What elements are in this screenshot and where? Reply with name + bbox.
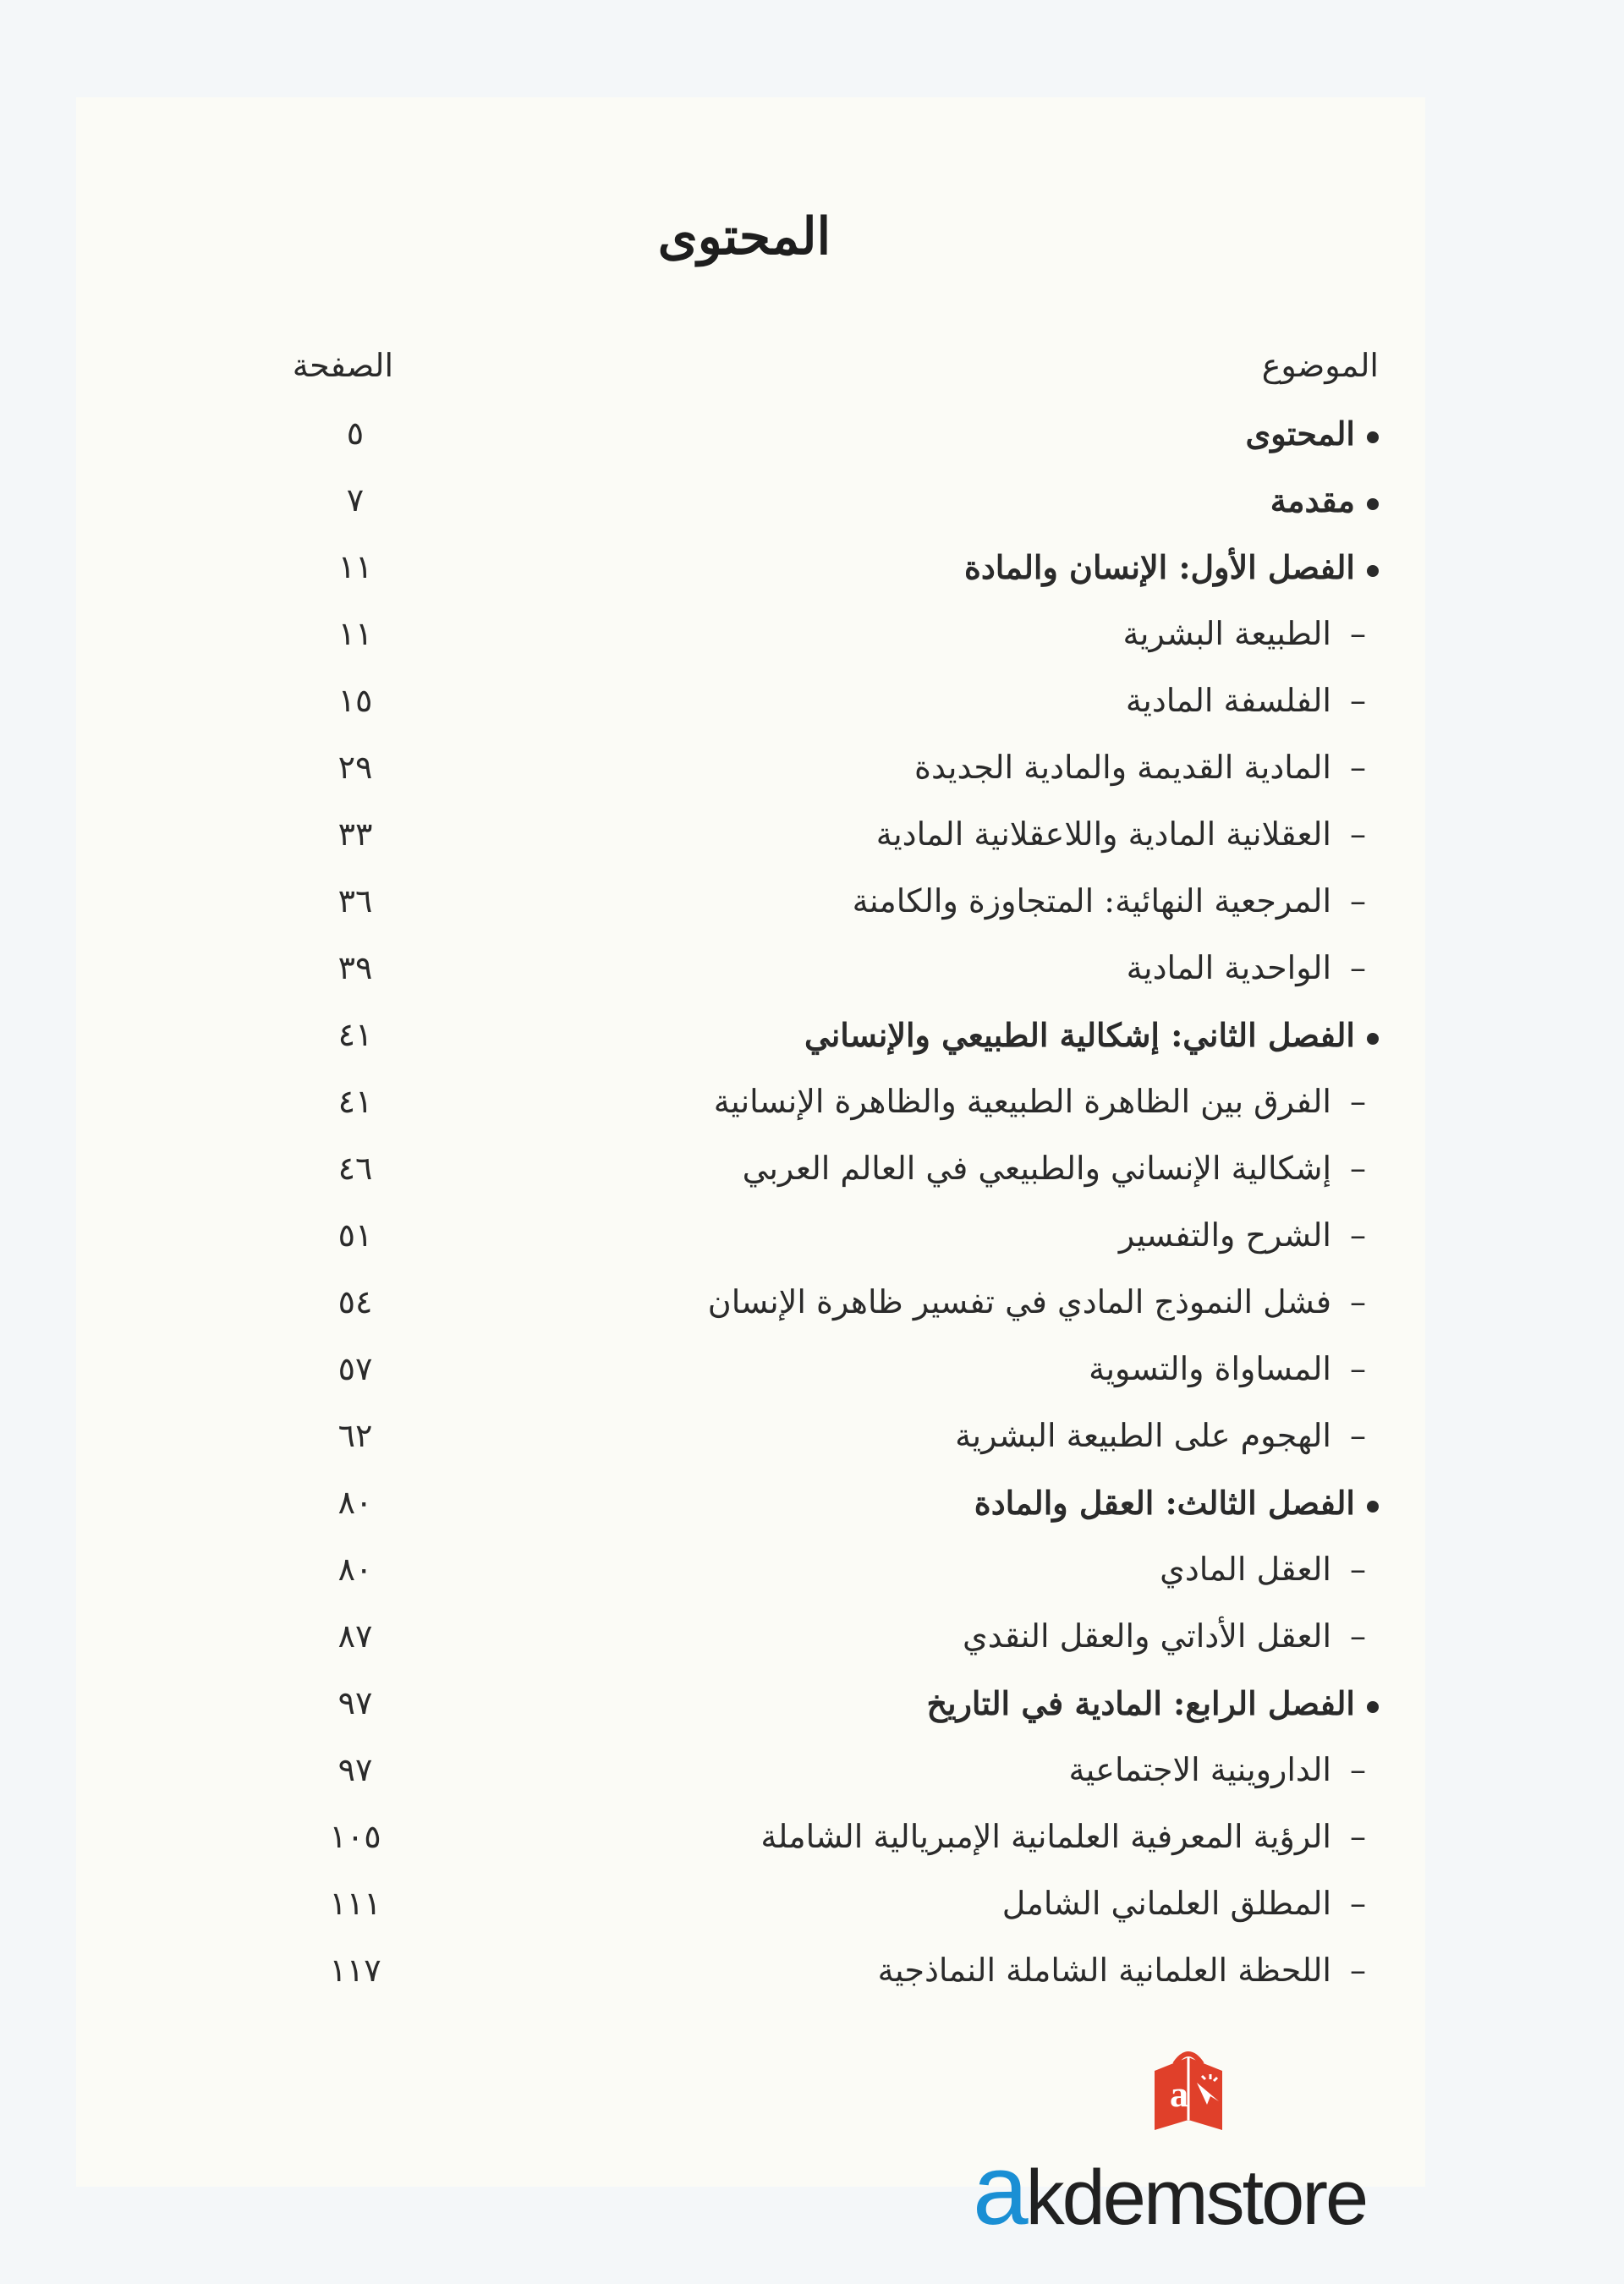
- dash-icon: –: [1350, 749, 1366, 786]
- toc-subsection-row: [0, 1551, 1624, 1617]
- toc-entry-text: الرؤية المعرفية العلمانية الإمبريالية الشاملة: [760, 1818, 1331, 1855]
- dash-icon: –: [1350, 949, 1366, 986]
- dash-icon: –: [1350, 1885, 1366, 1922]
- store-logo: [973, 2039, 1413, 2246]
- toc-chapter-row: [0, 548, 1624, 615]
- toc-page-number: ٧: [346, 481, 365, 519]
- toc-subsection-row: [0, 1083, 1624, 1150]
- toc-page-number: ١١١: [329, 1885, 381, 1922]
- dash-icon: –: [1350, 1083, 1366, 1120]
- toc-subsection-row: [0, 1417, 1624, 1484]
- toc-entry-label: [1127, 949, 1366, 986]
- dash-icon: –: [1350, 682, 1366, 719]
- toc-entry-text: مقدمة: [1270, 481, 1355, 519]
- dash-icon: –: [1350, 1350, 1366, 1387]
- toc-subsection-row: [0, 1818, 1624, 1885]
- table-of-contents: [0, 415, 1624, 2018]
- store-logo-wordmark: akdemstore: [973, 2134, 1367, 2246]
- dash-icon: –: [1350, 1617, 1366, 1655]
- toc-entry-label: [963, 1617, 1366, 1655]
- toc-page-number: ٥٧: [337, 1350, 373, 1387]
- toc-entry-text: الشرح والتفسير: [1118, 1216, 1331, 1254]
- toc-entry-text: المساواة والتسوية: [1089, 1350, 1331, 1387]
- page-column-header: الصفحة: [292, 347, 393, 384]
- toc-entry-label: [853, 882, 1366, 920]
- toc-subsection-row: [0, 1283, 1624, 1350]
- book-cart-icon: [1138, 2039, 1239, 2140]
- toc-subsection-row: [0, 1216, 1624, 1283]
- dash-icon: –: [1350, 1551, 1366, 1588]
- toc-entry-text: العقل المادي: [1160, 1551, 1331, 1588]
- toc-subsection-row: [0, 615, 1624, 682]
- toc-entry-label: [714, 1083, 1366, 1120]
- toc-entry-text: الفلسفة المادية: [1125, 682, 1331, 719]
- toc-entry-text: الداروينية الاجتماعية: [1068, 1751, 1331, 1788]
- toc-page-number: ٤١: [337, 1083, 373, 1120]
- toc-entry-text: الفصل الثالث: العقل والمادة: [974, 1484, 1355, 1522]
- toc-entry-label: [1119, 1216, 1366, 1254]
- toc-page-number: ١١: [337, 615, 373, 652]
- bullet-icon: [1367, 431, 1379, 443]
- toc-page-number: ٨٠: [337, 1551, 373, 1588]
- toc-entry-text: الفصل الرابع: المادية في التاريخ: [926, 1684, 1355, 1722]
- toc-entry-label: [743, 1150, 1366, 1187]
- toc-entry-label: [974, 1484, 1379, 1522]
- toc-chapter-row: [0, 1484, 1624, 1551]
- toc-entry-label: [760, 1818, 1366, 1855]
- svg-text:a: a: [1170, 2073, 1188, 2115]
- dash-icon: –: [1350, 1417, 1366, 1454]
- toc-entry-label: [708, 1283, 1366, 1320]
- toc-page-number: ١١٧: [329, 1952, 381, 1989]
- toc-chapter-row: [0, 1016, 1624, 1083]
- toc-subsection-row: [0, 682, 1624, 749]
- toc-page-number: ١٠٥: [329, 1818, 381, 1855]
- toc-subsection-row: [0, 815, 1624, 882]
- dash-icon: –: [1350, 1216, 1366, 1254]
- toc-entry-text: الطبيعة البشرية: [1122, 615, 1331, 652]
- page-title: المحتوى: [657, 207, 831, 266]
- toc-subsection-row: [0, 1952, 1624, 2018]
- bullet-icon: [1367, 565, 1379, 577]
- toc-entry-text: الفصل الثاني: إشكالية الطبيعي والإنساني: [804, 1016, 1355, 1054]
- toc-entry-label: [878, 1952, 1366, 1989]
- bullet-icon: [1367, 498, 1379, 510]
- toc-entry-text: المادية القديمة والمادية الجديدة: [914, 749, 1331, 786]
- toc-subsection-row: [0, 949, 1624, 1016]
- toc-entry-text: الفصل الأول: الإنسان والمادة: [963, 548, 1355, 586]
- topic-column-header: الموضوع: [1261, 347, 1379, 384]
- toc-entry-label: [914, 749, 1366, 786]
- toc-entry-text: الهجوم على الطبيعة البشرية: [955, 1417, 1331, 1454]
- toc-chapter-row: [0, 481, 1624, 548]
- toc-page-number: ٦٢: [337, 1417, 373, 1454]
- toc-subsection-row: [0, 1150, 1624, 1216]
- toc-entry-text: المطلق العلماني الشامل: [1001, 1885, 1331, 1922]
- toc-page-number: ٩٧: [337, 1751, 373, 1788]
- toc-page-number: ٣٩: [337, 949, 373, 986]
- toc-chapter-row: [0, 1684, 1624, 1751]
- toc-entry-text: العقلانية المادية واللاعقلانية المادية: [875, 815, 1331, 853]
- toc-page-number: ٣٣: [337, 815, 373, 853]
- toc-page-number: ٨٧: [337, 1617, 373, 1655]
- toc-subsection-row: [0, 1617, 1624, 1684]
- dash-icon: –: [1350, 1818, 1366, 1855]
- bullet-icon: [1367, 1033, 1379, 1045]
- dash-icon: –: [1350, 815, 1366, 853]
- toc-entry-text: إشكالية الإنساني والطبيعي في العالم العربي: [742, 1150, 1331, 1187]
- toc-entry-label: [876, 815, 1366, 853]
- toc-entry-text: المحتوى: [1245, 415, 1355, 453]
- toc-page-number: ١٥: [337, 682, 373, 719]
- toc-subsection-row: [0, 882, 1624, 949]
- toc-entry-text: الواحدية المادية: [1126, 949, 1331, 986]
- toc-chapter-row: [0, 415, 1624, 481]
- toc-page-number: ٥١: [337, 1216, 373, 1254]
- toc-subsection-row: [0, 1885, 1624, 1952]
- toc-entry-text: الفرق بين الظاهرة الطبيعية والظاهرة الإنسانية: [713, 1083, 1331, 1120]
- toc-entry-label: [1160, 1551, 1366, 1588]
- toc-page-number: ٤١: [337, 1016, 373, 1053]
- toc-entry-text: اللحظة العلمانية الشاملة النماذجية: [877, 1952, 1331, 1989]
- toc-entry-text: فشل النموذج المادي في تفسير ظاهرة الإنسان: [707, 1283, 1331, 1320]
- dash-icon: –: [1350, 1952, 1366, 1989]
- bullet-icon: [1367, 1701, 1379, 1713]
- toc-entry-label: [804, 1016, 1379, 1054]
- toc-page-number: ٩٧: [337, 1684, 373, 1721]
- toc-entry-label: [1126, 682, 1366, 719]
- toc-entry-label: [1068, 1751, 1366, 1788]
- toc-entry-label: [1123, 615, 1366, 652]
- toc-page-number: ١١: [337, 548, 373, 585]
- toc-entry-label: [1246, 415, 1379, 453]
- toc-entry-label: [955, 1417, 1366, 1454]
- toc-page-number: ٥: [346, 415, 365, 452]
- toc-subsection-row: [0, 749, 1624, 815]
- toc-subsection-row: [0, 1350, 1624, 1417]
- dash-icon: –: [1350, 1283, 1366, 1320]
- bullet-icon: [1367, 1501, 1379, 1513]
- toc-entry-label: [1089, 1350, 1366, 1387]
- toc-entry-text: العقل الأداتي والعقل النقدي: [963, 1617, 1331, 1655]
- toc-entry-label: [1270, 481, 1379, 519]
- toc-entry-text: المرجعية النهائية: المتجاوزة والكامنة: [852, 882, 1331, 920]
- dash-icon: –: [1350, 882, 1366, 920]
- dash-icon: –: [1350, 1751, 1366, 1788]
- dash-icon: –: [1350, 615, 1366, 652]
- toc-page-number: ٨٠: [337, 1484, 373, 1521]
- dash-icon: –: [1350, 1150, 1366, 1187]
- toc-page-number: ٤٦: [337, 1150, 373, 1187]
- toc-page-number: ٣٦: [337, 882, 373, 920]
- toc-subsection-row: [0, 1751, 1624, 1818]
- toc-page-number: ٥٤: [337, 1283, 373, 1320]
- toc-entry-label: [1002, 1885, 1366, 1922]
- toc-entry-label: [926, 1684, 1379, 1722]
- toc-entry-label: [964, 548, 1379, 586]
- toc-page-number: ٢٩: [337, 749, 373, 786]
